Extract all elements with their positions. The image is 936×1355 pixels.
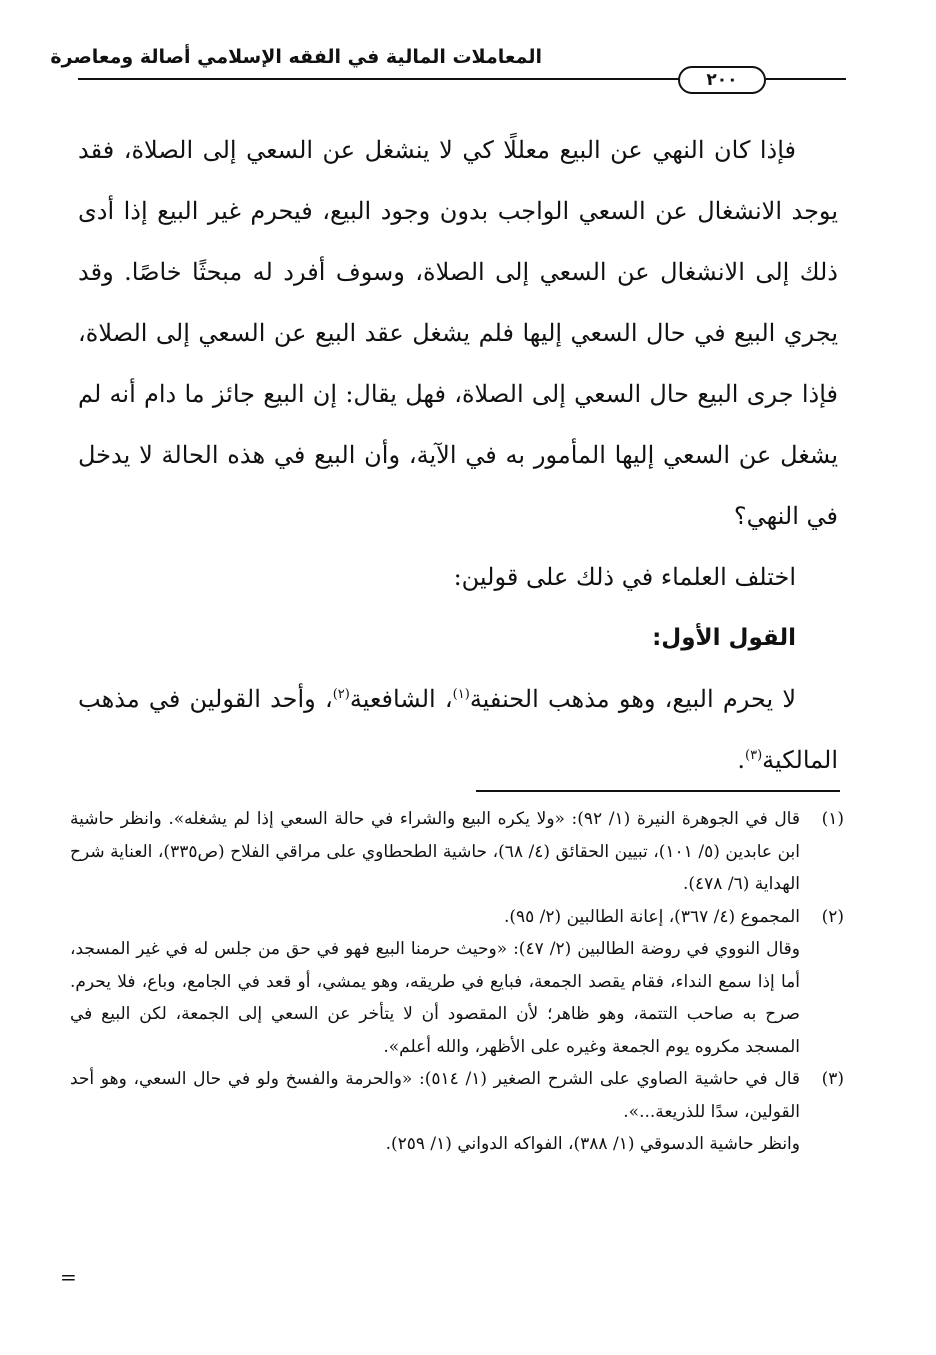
footnote-ref-2[interactable]: (٢)	[332, 687, 350, 702]
footnote-2-text: المجموع (٤/ ٣٦٧)، إعانة الطالبين (٢/ ٩٥).	[503, 906, 800, 927]
footnotes	[70, 803, 850, 1161]
footnote-2	[70, 901, 850, 934]
footnote-1-line-1: قال في الجوهرة النيرة (١/ ٩٢): «ولا يكره البيع والشراء في حالة السعي إذا لم يشغله».	[168, 809, 800, 829]
paragraph-3-part-a: لا يحرم البيع، وهو مذهب الحنفية	[469, 685, 797, 713]
footnote-3-number: (٣)	[821, 1069, 844, 1089]
paragraph-3	[78, 669, 838, 791]
footnote-1	[70, 803, 850, 901]
footnote-2-continuation: وقال النووي في روضة الطالبين (٢/ ٤٧): «وحيث حرمنا البيع فهو في حق من جلس له في غير المسجد، أما إذا سمع النداء، فقام يقصد الجمعة، فبايع في طريقه، وهو يمشي، أو قعد في الجامع، وباع، فلا يحرم. صرح به صاحب التتمة، وهو ظاهر؛ لأن المقصود أن لا يتأخر عن السعي إلى الجمعة، لكن البيع في المسجد مكروه يوم الجمعة وغيره على الأظهر، والله أعلم».	[70, 939, 800, 1057]
paragraph-3-part-b: ، الشافعية	[349, 685, 453, 713]
paragraph-3-part-d: .	[737, 746, 746, 774]
footnote-1-text	[70, 803, 800, 901]
footnote-2-number: (٢)	[821, 906, 844, 927]
header-rule-left	[78, 78, 680, 80]
running-title: المعاملات المالية في الفقه الإسلامي أصالة ومعاصرة	[50, 46, 542, 68]
footnote-1-line-2: وانظر حاشية ابن عابدين (٥/ ١٠١)، تبيين الحقائق (٤/ ٦٨)، حاشية الطحطاوي على مراقي الفلاح (ص٣٣٥)، العناية شرح الهداية (٦/ ٤٧٨).	[70, 809, 800, 894]
footnote-3-text: قال في حاشية الصاوي على الشرح الصغير (١/ ٥١٤): «والحرمة والفسخ ولو في حال السعي، وهو أحد القولين، سدًا للذريعة...».	[70, 1069, 800, 1122]
header-rule-right	[766, 78, 846, 80]
page-number: ٢٠٠	[678, 66, 766, 94]
continuation-mark: =	[60, 1265, 77, 1289]
section-heading: القول الأول:	[652, 625, 796, 651]
footnote-3-continuation: وانظر حاشية الدسوقي (١/ ٣٨٨)، الفواكه الدواني (١/ ٢٥٩).	[385, 1134, 800, 1154]
paragraph-1: فإذا كان النهي عن البيع معللًا كي لا ينشغل عن السعي إلى الصلاة، فقد يوجد الانشغال عن السعي الواجب بدون وجود البيع، فيحرم غير البيع إذا أدى ذلك إلى الانشغال عن السعي إلى الصلاة، وسوف أفرد له مبحثًا خاصًا. وقد يجري البيع في حال السعي إليها فلم يشغل عقد البيع عن السعي إلى الصلاة، فإذا جرى البيع حال السعي إلى الصلاة، فهل يقال: إن البيع جائز ما دام أنه لم يشغل عن السعي إليها المأمور به في الآية، وأن البيع في هذه الحالة لا يدخل في النهي؟	[78, 136, 838, 530]
paragraph-3-part-c: ، وأحد القولين في مذهب المالكية	[78, 685, 838, 774]
paragraph-2: اختلف العلماء في ذلك على قولين:	[453, 563, 796, 591]
footnote-separator	[476, 790, 840, 792]
main-text	[78, 120, 838, 791]
footnote-ref-1[interactable]: (١)	[452, 687, 470, 702]
footnote-ref-3[interactable]: (٣)	[745, 748, 763, 763]
footnote-1-number: (١)	[821, 809, 844, 829]
footnote-3	[70, 1063, 850, 1128]
